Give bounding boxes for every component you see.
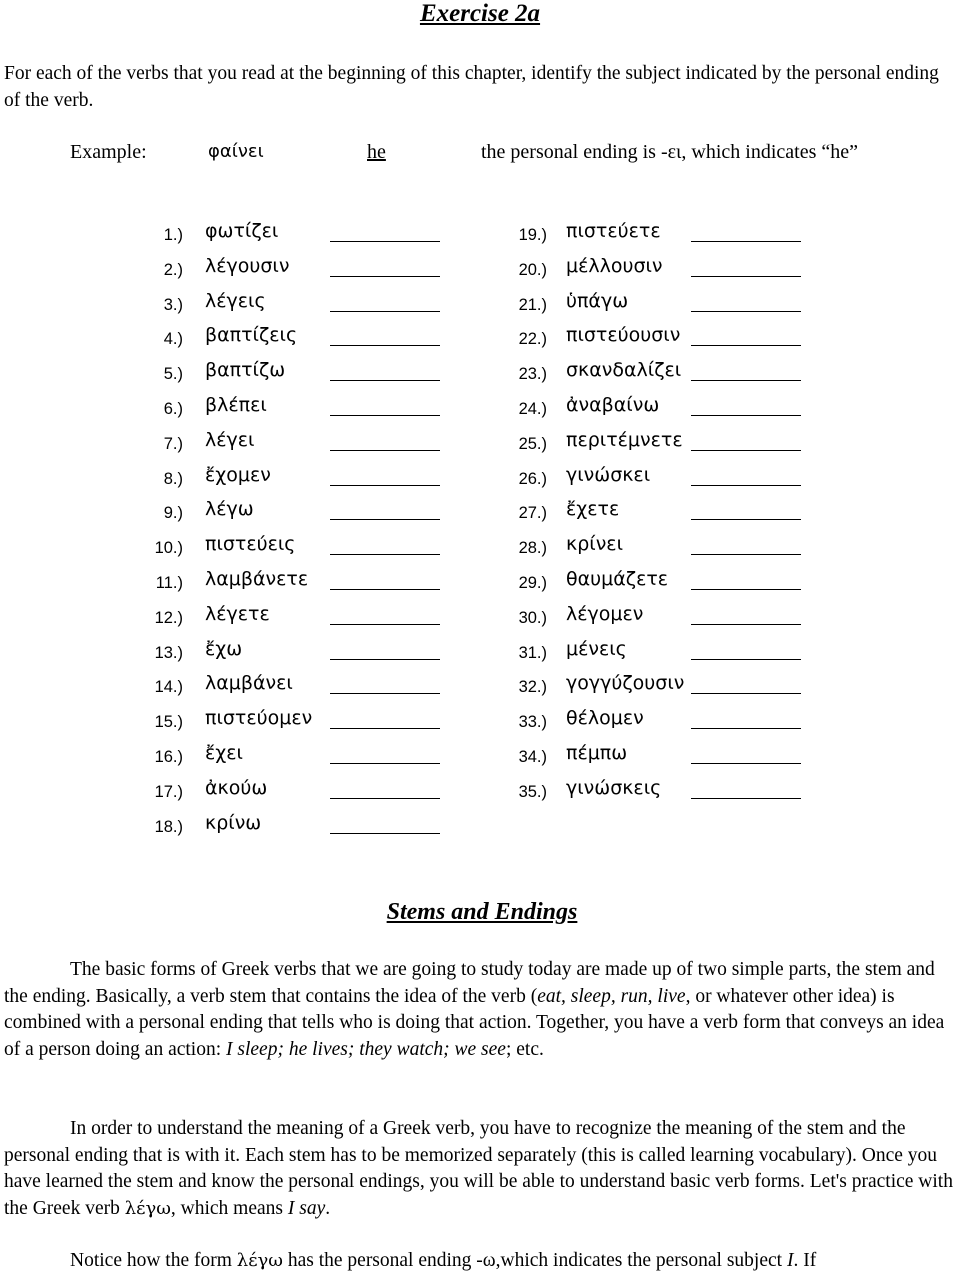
paragraph-stems <box>4 957 958 1063</box>
exercise-number: 29.) <box>518 573 547 592</box>
greek-verb: κρίνει <box>566 533 623 556</box>
answer-blank[interactable] <box>330 311 440 312</box>
greek-verb: ἔχομεν <box>205 463 271 486</box>
exercise-number: 14.) <box>154 678 183 697</box>
exercise-number: 17.) <box>154 782 183 801</box>
instructions: For each of the verbs that you read at the beginning of this chapter, identify the subject indicated by the personal ending of the verb. <box>4 63 939 111</box>
p1-text-c: ; etc. <box>505 1038 544 1060</box>
exercise-item <box>0 601 480 636</box>
exercise-number: 6.) <box>163 399 183 418</box>
exercise-item <box>0 775 480 810</box>
p3-text-b: has the personal ending -ω,which indicates the personal subject <box>282 1250 787 1271</box>
exercise-number: 22.) <box>518 330 547 349</box>
exercise-item <box>480 531 960 566</box>
p2-greek-word: λέγω <box>124 1197 171 1219</box>
example-verb: φαίνει <box>208 141 264 162</box>
p2-text-b: , which means <box>170 1197 288 1219</box>
exercise-item <box>480 566 960 601</box>
exercise-number: 21.) <box>518 295 547 314</box>
exercise-item <box>0 705 480 740</box>
exercise-number: 2.) <box>163 260 183 279</box>
exercise-item <box>0 253 480 288</box>
exercise-item <box>480 636 960 671</box>
answer-blank[interactable] <box>691 659 801 660</box>
exercise-number: 24.) <box>518 399 547 418</box>
exercise-item <box>0 496 480 531</box>
greek-verb: σκανδαλίζει <box>566 359 682 382</box>
p3-greek-word: λέγω <box>236 1250 283 1271</box>
greek-verb: πιστεύομεν <box>205 707 313 730</box>
paragraph-meaning <box>4 1116 958 1222</box>
exercise-number: 30.) <box>518 608 547 627</box>
answer-blank[interactable] <box>691 589 801 590</box>
exercise-number: 19.) <box>518 226 547 244</box>
exercise-item <box>0 218 480 253</box>
paragraph-notice <box>4 1248 958 1275</box>
answer-blank[interactable] <box>691 693 801 694</box>
p2-text-a: In order to understand the meaning of a Greek verb, you have to recognize the meaning of the stem and the personal ending that is with it. Each stem has to be memorized separately (this is called learning vocabulary). Once you have learned the stem and know the personal endings, you will be able to understand basic verb forms. Let's practice with the Greek verb <box>4 1118 953 1219</box>
exercise-number: 8.) <box>163 469 183 488</box>
answer-blank[interactable] <box>330 833 440 834</box>
answer-blank[interactable] <box>330 485 440 486</box>
exercise-item <box>0 636 480 671</box>
answer-blank[interactable] <box>330 380 440 381</box>
greek-verb: γογγύζουσιν <box>566 672 685 695</box>
answer-blank[interactable] <box>330 624 440 625</box>
exercise-item <box>0 566 480 601</box>
exercise-item <box>480 218 960 253</box>
exercise-item <box>0 462 480 497</box>
p3-text-a: Notice how the form <box>70 1250 237 1271</box>
exercise-number: 31.) <box>518 643 547 662</box>
example-note: the personal ending is -ει, which indicates “he” <box>481 141 858 163</box>
p1-emphasis-a: eat, sleep, run, live <box>537 985 686 1007</box>
exercise-item <box>0 427 480 462</box>
exercise-item <box>480 705 960 740</box>
exercise-number: 23.) <box>518 365 547 384</box>
exercise-item <box>480 357 960 392</box>
greek-verb: ἀναβαίνω <box>566 393 660 416</box>
exercise-item <box>0 531 480 566</box>
exercise-item <box>0 810 480 845</box>
exercise-number: 15.) <box>154 713 183 732</box>
exercise-number: 35.) <box>518 782 547 801</box>
answer-blank[interactable] <box>330 241 440 242</box>
exercise-item <box>0 288 480 323</box>
answer-blank[interactable] <box>330 519 440 520</box>
exercise-title: Exercise 2a <box>419 0 541 27</box>
exercise-item <box>480 288 960 323</box>
exercise-number: 4.) <box>163 330 183 349</box>
exercise-number: 33.) <box>518 713 547 732</box>
exercise-item <box>0 670 480 705</box>
greek-verb: λέγει <box>205 428 255 451</box>
exercise-item <box>480 253 960 288</box>
greek-verb: λαμβάνετε <box>205 567 309 590</box>
greek-verb: μέλλουσιν <box>566 254 663 277</box>
greek-verb: λέγετε <box>205 602 270 625</box>
example-answer <box>345 139 408 165</box>
p1-emphasis-b: I sleep; he lives; they watch; we see <box>226 1038 506 1060</box>
exercise-number: 3.) <box>163 295 183 314</box>
answer-blank[interactable] <box>691 241 801 242</box>
answer-blank[interactable] <box>691 311 801 312</box>
greek-verb: λαμβάνει <box>205 672 293 695</box>
answer-blank[interactable] <box>691 380 801 381</box>
greek-verb: θέλομεν <box>566 707 644 730</box>
greek-verb: μένεις <box>566 637 627 660</box>
answer-blank[interactable] <box>330 276 440 277</box>
greek-verb: βλέπει <box>205 393 267 416</box>
exercise-number: 18.) <box>154 817 183 836</box>
exercise-number: 13.) <box>154 643 183 662</box>
exercise-number: 20.) <box>518 260 547 279</box>
answer-blank[interactable] <box>691 728 801 729</box>
answer-blank[interactable] <box>330 589 440 590</box>
exercise-item <box>480 670 960 705</box>
exercise-number: 10.) <box>154 539 183 558</box>
exercise-number: 25.) <box>518 434 547 453</box>
greek-verb: περιτέμνετε <box>566 428 683 451</box>
greek-verb: φωτίζει <box>205 220 279 242</box>
answer-blank[interactable] <box>691 450 801 451</box>
exercise-item <box>0 322 480 357</box>
exercise-number: 27.) <box>518 504 547 523</box>
exercise-number: 12.) <box>154 608 183 627</box>
answer-blank[interactable] <box>330 345 440 346</box>
greek-verb: λέγουσιν <box>205 254 290 277</box>
answer-blank[interactable] <box>691 763 801 764</box>
greek-verb: ἔχετε <box>566 498 620 521</box>
greek-verb: γινώσκει <box>566 463 651 486</box>
answer-blank[interactable] <box>330 728 440 729</box>
exercise-column-right <box>480 218 960 810</box>
greek-verb: λέγομεν <box>566 602 644 625</box>
exercise-number: 7.) <box>163 434 183 453</box>
greek-verb: πιστεύετε <box>566 220 661 242</box>
greek-verb: λέγεις <box>205 289 266 312</box>
answer-blank[interactable] <box>330 693 440 694</box>
example-answer-text: he <box>367 141 386 163</box>
exercise-item <box>480 322 960 357</box>
greek-verb: πιστεύουσιν <box>566 324 681 347</box>
greek-verb: ἔχω <box>205 637 243 660</box>
exercise-number: 34.) <box>518 747 547 766</box>
answer-blank[interactable] <box>691 798 801 799</box>
answer-blank[interactable] <box>691 345 801 346</box>
exercise-item <box>480 496 960 531</box>
greek-verb: γινώσκεις <box>566 776 662 799</box>
p1-text-b: , or whatever other idea) is combined with a personal ending that tells who is doing that action. Together, you have a verb form that conveys an idea of a person doing an action: <box>4 985 945 1060</box>
greek-verb: θαυμάζετε <box>566 567 669 590</box>
answer-blank[interactable] <box>691 276 801 277</box>
greek-verb: πιστεύεις <box>205 533 296 556</box>
greek-verb: λέγω <box>205 498 254 521</box>
p3-text-c: . If <box>793 1250 817 1271</box>
greek-verb: πέμπω <box>566 741 628 764</box>
answer-blank[interactable] <box>330 554 440 555</box>
exercise-item <box>0 740 480 775</box>
exercise-item <box>480 427 960 462</box>
greek-verb: ἀκούω <box>205 776 268 799</box>
answer-blank[interactable] <box>330 450 440 451</box>
greek-verb: κρίνω <box>205 811 262 834</box>
p2-emphasis: I say <box>287 1197 326 1219</box>
exercise-number: 1.) <box>163 226 183 244</box>
p3-emphasis: I <box>786 1250 794 1271</box>
section-title: Stems and Endings <box>386 899 578 925</box>
greek-verb: βαπτίζεις <box>205 324 298 347</box>
answer-blank[interactable] <box>691 624 801 625</box>
exercise-number: 11.) <box>155 573 183 592</box>
answer-blank[interactable] <box>691 485 801 486</box>
exercise-item <box>480 601 960 636</box>
exercise-item <box>480 462 960 497</box>
answer-blank[interactable] <box>691 554 801 555</box>
answer-blank[interactable] <box>330 763 440 764</box>
exercise-number: 32.) <box>518 678 547 697</box>
exercise-number: 28.) <box>518 539 547 558</box>
p1-text-a: The basic forms of Greek verbs that we are going to study today are made up of two simple parts, the stem and the ending. Basically, a verb stem that contains the idea of the verb ( <box>4 959 935 1007</box>
exercise-number: 26.) <box>518 469 547 488</box>
answer-blank[interactable] <box>330 659 440 660</box>
greek-verb: βαπτίζω <box>205 359 286 382</box>
answer-blank[interactable] <box>330 415 440 416</box>
exercise-number: 5.) <box>163 365 183 384</box>
exercise-number: 9.) <box>163 504 183 523</box>
example-label: Example: <box>70 141 147 163</box>
exercise-column-left <box>0 218 480 844</box>
exercise-item <box>480 392 960 427</box>
greek-verb: ἔχει <box>205 741 243 764</box>
exercise-item <box>0 357 480 392</box>
exercise-item <box>480 740 960 775</box>
exercise-item <box>480 775 960 810</box>
p2-text-c: . <box>325 1197 331 1219</box>
answer-blank[interactable] <box>691 415 801 416</box>
answer-blank[interactable] <box>330 798 440 799</box>
exercise-item <box>0 392 480 427</box>
exercise-number: 16.) <box>154 747 183 766</box>
greek-verb: ὑπάγω <box>566 289 629 312</box>
answer-blank[interactable] <box>691 519 801 520</box>
